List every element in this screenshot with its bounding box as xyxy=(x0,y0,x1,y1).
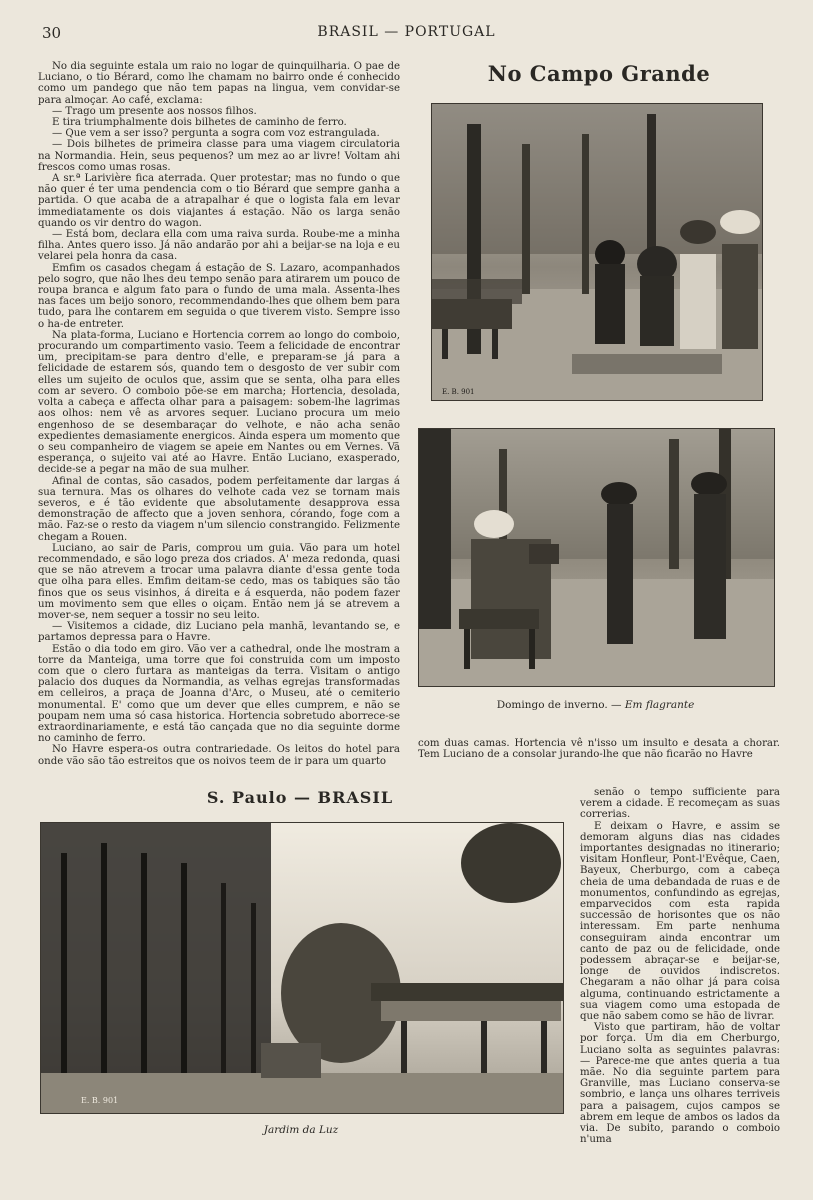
photo-garden-palms-icon xyxy=(40,822,564,1114)
paragraph: Visto que partiram, hão de voltar por força. Um dia em Cherburgo, Luciano solta as seguintes palavras: — Parece-me que antes queria a tua mãe. No dia seguinte partem para Granville, mas Luciano conserva-se sombrio, e lança uns olhares terriveis para a paisagem, cujos campos se abrem em leque de ambos os lados da via. De subito, parando o comboio n'uma xyxy=(580,1022,780,1146)
paragraph: No dia seguinte estala um raio no logar de quinquilharia. O pae de Luciano, o tio Bérard, como lhe chamam no bairro onde é conhecido como um pandego que não tem papas na lingua, vem convidar-se para almoçar. Ao café, exclama: xyxy=(38,61,400,106)
photo-park-couple-icon xyxy=(431,103,763,401)
caption-credit: Em flagrante xyxy=(624,699,695,711)
paragraph: Na plata-forma, Luciano e Hortencia correm ao longo do comboio, procurando um compartimento vasio. Teem a felicidade de encontrar um, precipitam-se para dentro d'elle, e preparam-se já para a felicidade de estarem sós, quando tem o desgosto de ver subir com elles um sujeito de oculos que, assim que se senta, olha para elles com ar severo. O comboio põe-se em marcha; Hortencia, desolada, volta a cabeça e affecta olhar para a paisagem: sobem-lhe lagrimas aos olhos: nem vê as arvores sequer. Luciano procura um meio engenhoso de se desembaraçar do velhote, e não acha senão expedientes demasiamente energicos. Ainda espera um momento que o seu companheiro de viagem se apeie em Nantes ou em Vernes. Vã esperança, o sujeito vai até ao Havre. Então Luciano, exasperado, decide-se a pegar na mão de sua mulher. xyxy=(38,329,400,476)
campo-grande-caption xyxy=(418,699,773,711)
photo-park-women-icon xyxy=(418,428,775,687)
paragraph: A sr.ª Larivière fica aterrada. Quer protestar; mas no fundo o que não quer é ter uma pendencia com o tio Bérard que sempre ganha a partida. O que acaba de a atrapalhar é que o logista fala em levar immediatamente os dois viajantes á estação. Não os larga senão quando os vir dentro do wagon. xyxy=(38,173,400,229)
paragraph: — Está bom, declara ella com uma raiva surda. Roube-me a minha filha. Antes quero isso. Já não andarão por ahi a beijar-se na loja e eu velarei pela honra da casa. xyxy=(38,229,400,263)
photo-mark: E. B. 901 xyxy=(81,1096,119,1105)
running-head: BRASIL — PORTUGAL xyxy=(317,24,496,40)
article-right-continuation xyxy=(418,738,780,786)
paragraph: — Que vem a ser isso? pergunta a sogra com voz estrangulada. xyxy=(52,128,380,140)
paragraph: E deixam o Havre, e assim se demoram alguns dias nas cidades importantes designadas no itinerario; visitam Honfleur, Pont-l'Evêque, Caen, Bayeux, Cherburgo, com a cabeça cheia de uma debandada de ruas e de monumentos, confundindo as egrejas, emparvecidos com esta rapida successão de horisontes que os não interessam. Em parte nenhuma conseguiram ainda encontrar um canto de paz ou de felicidade, onde podessem abraçar-se e beijar-se, longe de ouvidos indiscretos. Chegaram a não olhar já para coisa alguma, continuando estrictamente a sua viagem como uma estopada de que não sabem como se hão de livrar. xyxy=(580,820,780,1023)
paragraph: E tira triumphalmente dois bilhetes de caminho de ferro. xyxy=(52,117,347,129)
article-left-column xyxy=(38,61,400,767)
paragraph: No Havre espera-os outra contrariedade. Os leitos do hotel para onde vão são tão estreitos que os noivos teem de ir para um quarto xyxy=(38,744,400,767)
paragraph: Estão o dia todo em giro. Vão ver a cathedral, onde lhe mostram a torre da Manteiga, uma torre que foi construida com um imposto com que o clero furtara as manteigas da terra. Visitam o antigo palacio dos duques da Normandia, as velhas egrejas transformadas em celleiros, a praça de Joanna d'Arc, o Museu, até o cemiterio monumental. E' como que um dever que elles cumprem, e não se poupam nem uma só casa historica. Hortencia sobretudo aborrece-se extraordinariamente, e está tão cançada que no dia seguinte dorme no caminho de ferro. xyxy=(38,643,400,745)
article-narrow-column xyxy=(580,787,780,1167)
paragraph: Luciano, ao sair de Paris, comprou um guia. Vão para um hotel recommendado, e são logo preza dos criados. A' meza redonda, quasi que se não atrevem a trocar uma palavra diante d'essa gente toda que olha para elles. Emfim deitam-se cedo, mas os tabiques são tão finos que os seus visinhos, á direita e á esquerda, não podem fazer um movimento sem que elles o oiçam. Então nem já se atrevem a mover-se, nem sequer a tossir no seu leito. xyxy=(38,542,400,621)
paragraph: Afinal de contas, são casados, podem perfeitamente dar largas á sua ternura. Mas os olhares do velhote cada vez se tornam mais severos, e é tão evidente que absolutamente desapprova essa demonstração de affecto que a joven senhora, córando, foge com a mão. Faz-se o resto da viagem n'um silencio constrangido. Felizmente chegam a Rouen. xyxy=(38,475,400,543)
caption-text: Domingo de inverno. — xyxy=(496,699,622,711)
paragraph: — Visitemos a cidade, diz Luciano pela manhã, levantando se, e partamos depressa para o Havre. xyxy=(38,621,400,644)
paragraph: — Trago um presente aos nossos filhos. xyxy=(52,105,257,117)
paragraph: — Dois bilhetes de primeira classe para uma viagem circulatoria na Normandia. Hein, seus pequenos? um mez ao ar livre! Voltam ahi frescos como umas rosas. xyxy=(38,139,400,173)
page-header xyxy=(0,24,813,48)
jardim-caption: Jardim da Luz xyxy=(263,1124,339,1136)
photo-mark: E. B. 901 xyxy=(442,388,475,396)
paragraph: Emfim os casados chegam á estação de S. Lazaro, acompanhados pelo sogro, que não lhes deu tempo senão para atirarem um pouco de roupa branca e algum fato para o fundo de uma mala. Assenta-lhes nas faces um beijo sonoro, recommendando-lhes que olhem bem para tudo, para lhe contarem em seguida o que tiverem visto. Sempre isso o ha-de entreter. xyxy=(38,262,400,330)
sao-paulo-headline: S. Paulo — BRASIL xyxy=(206,788,394,807)
paragraph: senão o tempo sufficiente para verem a cidade. E recomeçam as suas correrias. xyxy=(580,787,780,821)
campo-grande-headline: No Campo Grande xyxy=(487,61,711,86)
page-number: 30 xyxy=(42,24,62,42)
paragraph: com duas camas. Hortencia vê n'isso um insulto e desata a chorar. Tem Luciano de a consolar jurando-lhe que não ficarão no Havre xyxy=(418,738,780,761)
